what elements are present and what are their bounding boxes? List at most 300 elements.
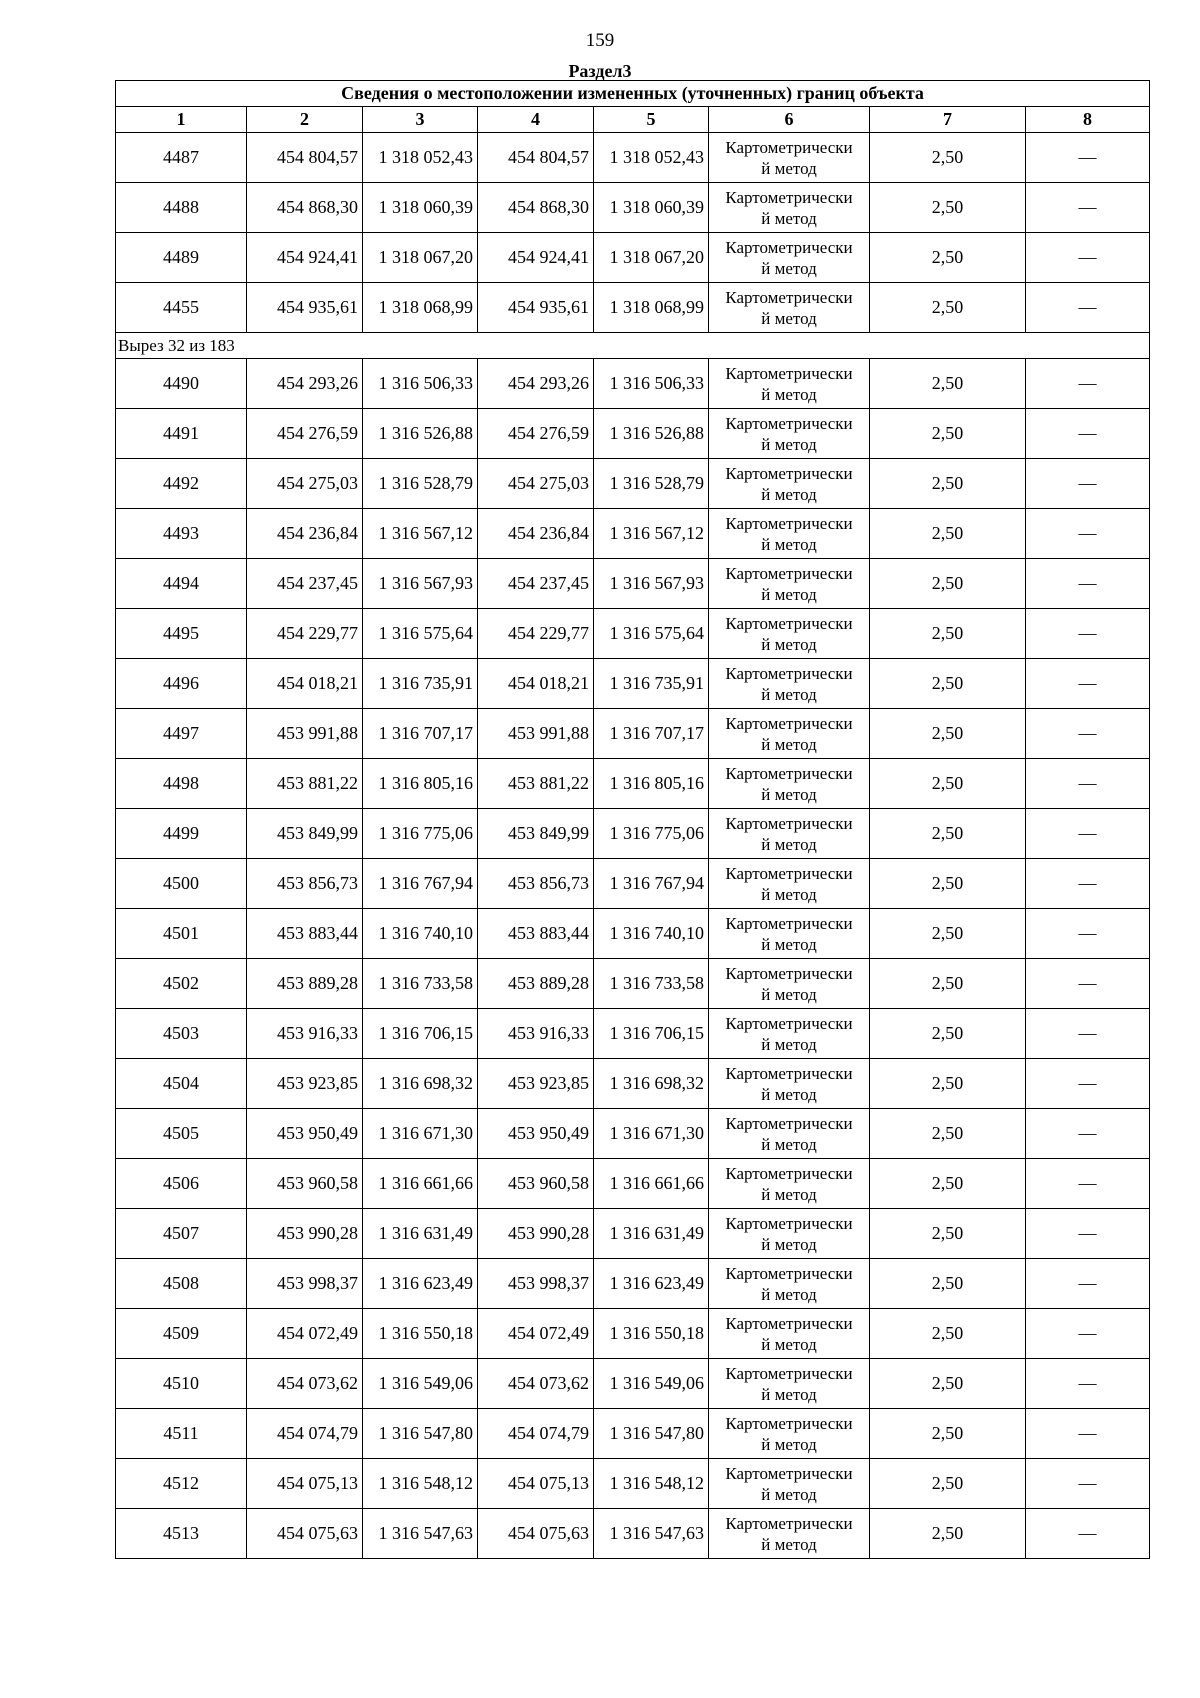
method-line-1: Картометрически (725, 137, 853, 157)
x-coordinate-refined-cell: 454 868,30 (478, 183, 594, 233)
method-line-1: Картометрически (725, 1063, 853, 1083)
x-coordinate-existing-cell: 454 073,62 (247, 1359, 363, 1409)
method-line-2: й метод (761, 158, 817, 178)
method-cell (709, 659, 870, 709)
point-number-cell: 4510 (116, 1359, 247, 1409)
point-number-cell: 4492 (116, 459, 247, 509)
y-coordinate-existing-cell: 1 318 067,20 (363, 233, 478, 283)
x-coordinate-existing-cell: 454 236,84 (247, 509, 363, 559)
method-line-1: Картометрически (725, 663, 853, 683)
point-number-cell: 4505 (116, 1109, 247, 1159)
method-cell (709, 1309, 870, 1359)
precision-cell: 2,50 (870, 1109, 1026, 1159)
precision-cell: 2,50 (870, 1309, 1026, 1359)
method-line-1: Картометрически (725, 813, 853, 833)
note-cell: — (1026, 609, 1150, 659)
method-cell (709, 1209, 870, 1259)
y-coordinate-existing-cell: 1 316 767,94 (363, 859, 478, 909)
x-coordinate-refined-cell: 453 960,58 (478, 1159, 594, 1209)
table-row (116, 609, 1150, 659)
y-coordinate-refined-cell: 1 316 661,66 (594, 1159, 709, 1209)
y-coordinate-existing-cell: 1 318 068,99 (363, 283, 478, 333)
x-coordinate-refined-cell: 454 924,41 (478, 233, 594, 283)
method-line-2: й метод (761, 1184, 817, 1204)
x-coordinate-existing-cell: 454 074,79 (247, 1409, 363, 1459)
method-line-1: Картометрически (725, 1463, 853, 1483)
precision-cell: 2,50 (870, 233, 1026, 283)
x-coordinate-existing-cell: 453 950,49 (247, 1109, 363, 1159)
precision-cell: 2,50 (870, 809, 1026, 859)
method-cell (709, 959, 870, 1009)
x-coordinate-refined-cell: 453 923,85 (478, 1059, 594, 1109)
y-coordinate-existing-cell: 1 316 547,63 (363, 1509, 478, 1559)
column-number: 1 (116, 107, 247, 133)
method-line-1: Картометрически (725, 513, 853, 533)
method-cell (709, 709, 870, 759)
x-coordinate-refined-cell: 454 804,57 (478, 133, 594, 183)
method-line-2: й метод (761, 534, 817, 554)
column-number: 8 (1026, 107, 1150, 133)
precision-cell: 2,50 (870, 1059, 1026, 1109)
x-coordinate-existing-cell: 453 883,44 (247, 909, 363, 959)
method-cell (709, 759, 870, 809)
method-line-2: й метод (761, 1284, 817, 1304)
precision-cell: 2,50 (870, 1159, 1026, 1209)
method-line-2: й метод (761, 384, 817, 404)
y-coordinate-refined-cell: 1 316 706,15 (594, 1009, 709, 1059)
method-line-1: Картометрически (725, 1113, 853, 1133)
method-line-2: й метод (761, 1034, 817, 1054)
method-line-1: Картометрически (725, 913, 853, 933)
precision-cell: 2,50 (870, 183, 1026, 233)
method-cell (709, 283, 870, 333)
x-coordinate-refined-cell: 453 883,44 (478, 909, 594, 959)
y-coordinate-existing-cell: 1 316 775,06 (363, 809, 478, 859)
note-cell: — (1026, 1409, 1150, 1459)
x-coordinate-existing-cell: 453 856,73 (247, 859, 363, 909)
x-coordinate-existing-cell: 453 923,85 (247, 1059, 363, 1109)
method-line-1: Картометрически (725, 463, 853, 483)
method-line-2: й метод (761, 934, 817, 954)
point-number-cell: 4491 (116, 409, 247, 459)
table-row (116, 459, 1150, 509)
y-coordinate-refined-cell: 1 318 060,39 (594, 183, 709, 233)
y-coordinate-refined-cell: 1 316 631,49 (594, 1209, 709, 1259)
note-cell: — (1026, 459, 1150, 509)
note-cell: — (1026, 559, 1150, 609)
section-title: Раздел3 (568, 61, 632, 81)
y-coordinate-refined-cell: 1 316 707,17 (594, 709, 709, 759)
method-line-1: Картометрически (725, 1213, 853, 1233)
x-coordinate-existing-cell: 454 075,63 (247, 1509, 363, 1559)
precision-cell: 2,50 (870, 1509, 1026, 1559)
x-coordinate-refined-cell: 454 237,45 (478, 559, 594, 609)
y-coordinate-refined-cell: 1 316 567,12 (594, 509, 709, 559)
cutout-separator-row (116, 333, 1150, 359)
column-number-row (116, 107, 1150, 133)
y-coordinate-existing-cell: 1 316 526,88 (363, 409, 478, 459)
method-line-1: Картометрически (725, 963, 853, 983)
method-line-2: й метод (761, 634, 817, 654)
column-number: 5 (594, 107, 709, 133)
method-line-2: й метод (761, 308, 817, 328)
y-coordinate-refined-cell: 1 316 526,88 (594, 409, 709, 459)
point-number-cell: 4495 (116, 609, 247, 659)
y-coordinate-existing-cell: 1 316 698,32 (363, 1059, 478, 1109)
x-coordinate-refined-cell: 453 998,37 (478, 1259, 594, 1309)
x-coordinate-existing-cell: 454 229,77 (247, 609, 363, 659)
precision-cell: 2,50 (870, 559, 1026, 609)
y-coordinate-existing-cell: 1 316 740,10 (363, 909, 478, 959)
precision-cell: 2,50 (870, 1009, 1026, 1059)
method-line-1: Картометрически (725, 1363, 853, 1383)
note-cell: — (1026, 409, 1150, 459)
x-coordinate-refined-cell: 454 935,61 (478, 283, 594, 333)
point-number-cell: 4497 (116, 709, 247, 759)
point-number-cell: 4513 (116, 1509, 247, 1559)
x-coordinate-existing-cell: 454 075,13 (247, 1459, 363, 1509)
method-line-2: й метод (761, 1084, 817, 1104)
table-row (116, 909, 1150, 959)
y-coordinate-existing-cell: 1 316 550,18 (363, 1309, 478, 1359)
y-coordinate-existing-cell: 1 316 547,80 (363, 1409, 478, 1459)
method-line-2: й метод (761, 584, 817, 604)
y-coordinate-refined-cell: 1 316 547,80 (594, 1409, 709, 1459)
x-coordinate-existing-cell: 454 868,30 (247, 183, 363, 233)
method-cell (709, 183, 870, 233)
y-coordinate-existing-cell: 1 316 506,33 (363, 359, 478, 409)
y-coordinate-refined-cell: 1 316 698,32 (594, 1059, 709, 1109)
y-coordinate-refined-cell: 1 316 547,63 (594, 1509, 709, 1559)
precision-cell: 2,50 (870, 609, 1026, 659)
table-row (116, 409, 1150, 459)
method-line-2: й метод (761, 258, 817, 278)
y-coordinate-refined-cell: 1 316 506,33 (594, 359, 709, 409)
method-line-1: Картометрически (725, 1313, 853, 1333)
note-cell: — (1026, 1359, 1150, 1409)
note-cell: — (1026, 233, 1150, 283)
point-number-cell: 4511 (116, 1409, 247, 1459)
method-line-2: й метод (761, 784, 817, 804)
point-number-cell: 4507 (116, 1209, 247, 1259)
x-coordinate-existing-cell: 454 924,41 (247, 233, 363, 283)
cutout-label: Вырез 32 из 183 (116, 333, 1150, 359)
point-number-cell: 4502 (116, 959, 247, 1009)
x-coordinate-refined-cell: 453 889,28 (478, 959, 594, 1009)
y-coordinate-existing-cell: 1 316 661,66 (363, 1159, 478, 1209)
precision-cell: 2,50 (870, 859, 1026, 909)
column-number: 7 (870, 107, 1026, 133)
point-number-cell: 4499 (116, 809, 247, 859)
note-cell: — (1026, 859, 1150, 909)
precision-cell: 2,50 (870, 1359, 1026, 1409)
method-cell (709, 409, 870, 459)
x-coordinate-existing-cell: 454 276,59 (247, 409, 363, 459)
method-cell (709, 133, 870, 183)
precision-cell: 2,50 (870, 709, 1026, 759)
x-coordinate-refined-cell: 454 293,26 (478, 359, 594, 409)
note-cell: — (1026, 1209, 1150, 1259)
y-coordinate-refined-cell: 1 316 567,93 (594, 559, 709, 609)
x-coordinate-refined-cell: 454 075,63 (478, 1509, 594, 1559)
note-cell: — (1026, 359, 1150, 409)
method-cell (709, 1459, 870, 1509)
x-coordinate-existing-cell: 453 998,37 (247, 1259, 363, 1309)
method-cell (709, 809, 870, 859)
method-line-2: й метод (761, 834, 817, 854)
method-cell (709, 1009, 870, 1059)
table-row (116, 1409, 1150, 1459)
page-number: 159 (585, 30, 615, 51)
table-row (116, 1109, 1150, 1159)
note-cell: — (1026, 909, 1150, 959)
method-line-2: й метод (761, 1434, 817, 1454)
y-coordinate-existing-cell: 1 316 805,16 (363, 759, 478, 809)
method-cell (709, 859, 870, 909)
y-coordinate-existing-cell: 1 316 733,58 (363, 959, 478, 1009)
boundary-coordinates-table (115, 80, 1150, 1559)
note-cell: — (1026, 959, 1150, 1009)
x-coordinate-existing-cell: 454 072,49 (247, 1309, 363, 1359)
table-row (116, 283, 1150, 333)
method-line-1: Картометрически (725, 763, 853, 783)
y-coordinate-existing-cell: 1 316 631,49 (363, 1209, 478, 1259)
x-coordinate-existing-cell: 453 849,99 (247, 809, 363, 859)
method-cell (709, 509, 870, 559)
y-coordinate-refined-cell: 1 318 068,99 (594, 283, 709, 333)
note-cell: — (1026, 133, 1150, 183)
x-coordinate-existing-cell: 453 881,22 (247, 759, 363, 809)
table-row (116, 759, 1150, 809)
method-line-2: й метод (761, 684, 817, 704)
table-row (116, 1009, 1150, 1059)
x-coordinate-existing-cell: 454 935,61 (247, 283, 363, 333)
precision-cell: 2,50 (870, 283, 1026, 333)
method-line-1: Картометрически (725, 1413, 853, 1433)
y-coordinate-refined-cell: 1 316 575,64 (594, 609, 709, 659)
y-coordinate-existing-cell: 1 316 623,49 (363, 1259, 478, 1309)
y-coordinate-refined-cell: 1 316 549,06 (594, 1359, 709, 1409)
x-coordinate-refined-cell: 453 849,99 (478, 809, 594, 859)
point-number-cell: 4509 (116, 1309, 247, 1359)
table-row (116, 1059, 1150, 1109)
method-line-2: й метод (761, 484, 817, 504)
point-number-cell: 4494 (116, 559, 247, 609)
method-line-1: Картометрически (725, 1013, 853, 1033)
method-line-1: Картометрически (725, 713, 853, 733)
precision-cell: 2,50 (870, 909, 1026, 959)
x-coordinate-refined-cell: 454 236,84 (478, 509, 594, 559)
method-cell (709, 1359, 870, 1409)
x-coordinate-refined-cell: 454 072,49 (478, 1309, 594, 1359)
table-row (116, 559, 1150, 609)
method-cell (709, 1059, 870, 1109)
y-coordinate-existing-cell: 1 316 707,17 (363, 709, 478, 759)
method-line-1: Картометрически (725, 1513, 853, 1533)
y-coordinate-existing-cell: 1 318 060,39 (363, 183, 478, 233)
table-row (116, 1259, 1150, 1309)
method-cell (709, 559, 870, 609)
method-line-1: Картометрически (725, 413, 853, 433)
point-number-cell: 4488 (116, 183, 247, 233)
precision-cell: 2,50 (870, 1409, 1026, 1459)
column-number: 6 (709, 107, 870, 133)
method-line-2: й метод (761, 1334, 817, 1354)
table-row (116, 709, 1150, 759)
x-coordinate-refined-cell: 453 881,22 (478, 759, 594, 809)
precision-cell: 2,50 (870, 459, 1026, 509)
y-coordinate-refined-cell: 1 316 671,30 (594, 1109, 709, 1159)
table-row (116, 359, 1150, 409)
note-cell: — (1026, 809, 1150, 859)
method-line-1: Картометрически (725, 863, 853, 883)
note-cell: — (1026, 1109, 1150, 1159)
y-coordinate-existing-cell: 1 316 528,79 (363, 459, 478, 509)
y-coordinate-refined-cell: 1 316 767,94 (594, 859, 709, 909)
y-coordinate-existing-cell: 1 316 735,91 (363, 659, 478, 709)
table-row (116, 1459, 1150, 1509)
table-row (116, 1359, 1150, 1409)
point-number-cell: 4490 (116, 359, 247, 409)
method-line-1: Картометрически (725, 1263, 853, 1283)
table-row (116, 809, 1150, 859)
table-caption: Сведения о местоположении измененных (уточненных) границ объекта (116, 81, 1150, 107)
x-coordinate-existing-cell: 454 293,26 (247, 359, 363, 409)
point-number-cell: 4498 (116, 759, 247, 809)
x-coordinate-refined-cell: 454 074,79 (478, 1409, 594, 1459)
point-number-cell: 4504 (116, 1059, 247, 1109)
note-cell: — (1026, 659, 1150, 709)
y-coordinate-refined-cell: 1 316 740,10 (594, 909, 709, 959)
method-line-1: Картометрически (725, 563, 853, 583)
x-coordinate-refined-cell: 453 990,28 (478, 1209, 594, 1259)
note-cell: — (1026, 1309, 1150, 1359)
precision-cell: 2,50 (870, 1259, 1026, 1309)
table-row (116, 133, 1150, 183)
precision-cell: 2,50 (870, 659, 1026, 709)
method-cell (709, 1509, 870, 1559)
column-number: 4 (478, 107, 594, 133)
precision-cell: 2,50 (870, 359, 1026, 409)
y-coordinate-existing-cell: 1 316 567,93 (363, 559, 478, 609)
method-cell (709, 1259, 870, 1309)
table-row (116, 1159, 1150, 1209)
precision-cell: 2,50 (870, 409, 1026, 459)
method-line-1: Картометрически (725, 613, 853, 633)
x-coordinate-refined-cell: 453 950,49 (478, 1109, 594, 1159)
table-row (116, 183, 1150, 233)
point-number-cell: 4503 (116, 1009, 247, 1059)
y-coordinate-refined-cell: 1 318 067,20 (594, 233, 709, 283)
y-coordinate-existing-cell: 1 316 671,30 (363, 1109, 478, 1159)
method-cell (709, 609, 870, 659)
note-cell: — (1026, 759, 1150, 809)
precision-cell: 2,50 (870, 133, 1026, 183)
point-number-cell: 4496 (116, 659, 247, 709)
column-number: 3 (363, 107, 478, 133)
y-coordinate-existing-cell: 1 316 706,15 (363, 1009, 478, 1059)
table-row (116, 959, 1150, 1009)
table-row (116, 1209, 1150, 1259)
x-coordinate-refined-cell: 454 229,77 (478, 609, 594, 659)
method-line-2: й метод (761, 1134, 817, 1154)
note-cell: — (1026, 1009, 1150, 1059)
method-cell (709, 1409, 870, 1459)
x-coordinate-existing-cell: 453 990,28 (247, 1209, 363, 1259)
note-cell: — (1026, 1159, 1150, 1209)
method-line-2: й метод (761, 1234, 817, 1254)
y-coordinate-refined-cell: 1 316 623,49 (594, 1259, 709, 1309)
y-coordinate-refined-cell: 1 318 052,43 (594, 133, 709, 183)
y-coordinate-existing-cell: 1 316 575,64 (363, 609, 478, 659)
table-row (116, 1309, 1150, 1359)
method-line-2: й метод (761, 434, 817, 454)
method-cell (709, 909, 870, 959)
note-cell: — (1026, 1059, 1150, 1109)
x-coordinate-existing-cell: 453 916,33 (247, 1009, 363, 1059)
precision-cell: 2,50 (870, 1459, 1026, 1509)
point-number-cell: 4489 (116, 233, 247, 283)
x-coordinate-existing-cell: 454 275,03 (247, 459, 363, 509)
method-cell (709, 1109, 870, 1159)
table-row (116, 509, 1150, 559)
column-number: 2 (247, 107, 363, 133)
point-number-cell: 4501 (116, 909, 247, 959)
note-cell: — (1026, 183, 1150, 233)
note-cell: — (1026, 283, 1150, 333)
y-coordinate-refined-cell: 1 316 548,12 (594, 1459, 709, 1509)
precision-cell: 2,50 (870, 509, 1026, 559)
y-coordinate-existing-cell: 1 316 548,12 (363, 1459, 478, 1509)
x-coordinate-existing-cell: 453 960,58 (247, 1159, 363, 1209)
x-coordinate-refined-cell: 454 075,13 (478, 1459, 594, 1509)
y-coordinate-refined-cell: 1 316 805,16 (594, 759, 709, 809)
x-coordinate-refined-cell: 454 018,21 (478, 659, 594, 709)
method-cell (709, 233, 870, 283)
method-line-1: Картометрически (725, 1163, 853, 1183)
precision-cell: 2,50 (870, 1209, 1026, 1259)
x-coordinate-refined-cell: 453 991,88 (478, 709, 594, 759)
method-line-1: Картометрически (725, 187, 853, 207)
point-number-cell: 4508 (116, 1259, 247, 1309)
method-cell (709, 459, 870, 509)
y-coordinate-refined-cell: 1 316 550,18 (594, 1309, 709, 1359)
note-cell: — (1026, 1509, 1150, 1559)
y-coordinate-existing-cell: 1 318 052,43 (363, 133, 478, 183)
method-line-2: й метод (761, 984, 817, 1004)
x-coordinate-existing-cell: 453 889,28 (247, 959, 363, 1009)
method-line-2: й метод (761, 1534, 817, 1554)
point-number-cell: 4506 (116, 1159, 247, 1209)
point-number-cell: 4512 (116, 1459, 247, 1509)
method-line-1: Картометрически (725, 287, 853, 307)
method-line-2: й метод (761, 734, 817, 754)
table-caption-row (116, 81, 1150, 107)
note-cell: — (1026, 1459, 1150, 1509)
method-line-2: й метод (761, 1484, 817, 1504)
table-row (116, 859, 1150, 909)
note-cell: — (1026, 1259, 1150, 1309)
y-coordinate-existing-cell: 1 316 549,06 (363, 1359, 478, 1409)
x-coordinate-existing-cell: 453 991,88 (247, 709, 363, 759)
x-coordinate-existing-cell: 454 804,57 (247, 133, 363, 183)
method-line-1: Картометрически (725, 363, 853, 383)
y-coordinate-existing-cell: 1 316 567,12 (363, 509, 478, 559)
point-number-cell: 4455 (116, 283, 247, 333)
point-number-cell: 4500 (116, 859, 247, 909)
precision-cell: 2,50 (870, 759, 1026, 809)
method-line-2: й метод (761, 884, 817, 904)
